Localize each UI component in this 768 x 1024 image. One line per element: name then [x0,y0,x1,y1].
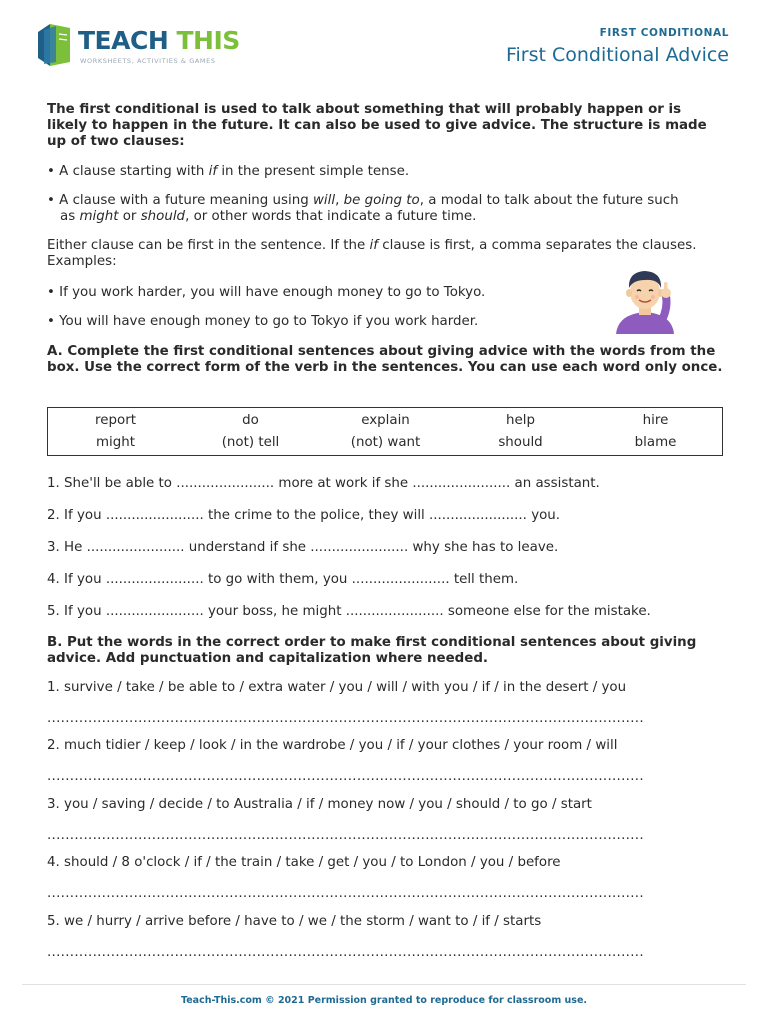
either-text-a: Either clause can be first in the sentence. If the [47,238,370,253]
footer-divider [22,984,746,985]
bullet-2-text-d: , or other words that indicate a future time. [185,209,477,224]
logo-word-this: THIS [176,26,240,55]
word-box-item: (not) tell [221,435,280,450]
page-header [0,0,768,90]
section-b-instruction: B. Put the words in the correct order to make first conditional sentences about giving advice. Add punctuation and capitalization where needed. [47,635,697,666]
bullet-2-should: should [140,209,186,224]
exercise-b-prompt: 5. we / hurry / arrive before / have to / we / the storm / want to / if / starts [47,914,542,929]
answer-line[interactable]: ................................................................................................................................... [47,945,644,960]
exercise-a-item[interactable]: 3. He ....................... understand if she ....................... why she has to leave. [47,540,559,555]
word-box-item: hire [642,413,669,428]
answer-line[interactable]: ................................................................................................................................... [47,711,644,726]
intro-bullet-2 [47,193,723,225]
worksheet-title: First Conditional Advice [505,44,729,66]
bullet-2-comma: , [335,193,344,208]
bullet-2-going: be going to [343,193,420,208]
word-box-item: might [95,435,135,450]
bullet-1-if: if [208,164,218,179]
bullet-1-text-a: • A clause starting with [47,164,209,179]
either-if: if [369,238,378,253]
footer-copyright: Teach-This.com © 2021 Permission granted to reproduce for classroom use. [181,995,587,1006]
bullet-2-will: will [312,193,336,208]
either-text-b: clause is first, a comma separates the clauses. [377,238,697,253]
intro-bullet-1 [47,164,723,180]
answer-line[interactable]: ................................................................................................................................... [47,828,644,843]
logo-tagline: WORKSHEETS, ACTIVITIES & GAMES [80,57,216,65]
word-box-item: blame [634,435,677,450]
logo-wordmark [78,26,240,56]
bullet-1-text-b: in the present simple tense. [217,164,410,179]
exercise-b-prompt: 1. survive / take / be able to / extra water / you / will / with you / if / in the desert / you [47,680,627,695]
book-logo-icon [36,22,76,68]
logo-word-teach: TEACH [78,26,169,55]
word-box-item: explain [361,413,410,428]
teach-this-logo[interactable] [36,22,240,74]
thinking-boy-illustration [610,262,680,334]
bullet-2-might: might [79,209,119,224]
word-box [47,407,723,456]
word-box-item: report [95,413,136,428]
section-a-instruction: A. Complete the first conditional sentences about giving advice with the words from the box. Use the correct form of the verb in the sentences. You can use each word only once. [47,344,723,375]
word-box-item: (not) want [350,435,421,450]
word-box-item: help [506,413,535,428]
bullet-2-or: or [118,209,141,224]
example-2: • You will have enough money to go to Tokyo if you work harder. [47,314,479,329]
answer-line[interactable]: ................................................................................................................................... [47,769,644,784]
bullet-2-text-a: • A clause with a future meaning using [47,193,313,208]
exercise-b-prompt: 2. much tidier / keep / look / in the wardrobe / you / if / your clothes / your room / will [47,738,618,753]
exercise-a-item[interactable]: 2. If you ....................... the crime to the police, they will ....................... you. [47,508,561,523]
exercise-a-item[interactable]: 4. If you ....................... to go with them, you ....................... tell them. [47,572,519,587]
bullet-2-text-b: , a modal to talk about the future such [419,193,679,208]
worksheet-topic: FIRST CONDITIONAL [599,27,729,39]
example-1: • If you work harder, you will have enough money to go to Tokyo. [47,285,486,300]
answer-line[interactable]: ................................................................................................................................... [47,886,644,901]
exercise-a-item[interactable]: 1. She'll be able to ....................... more at work if she ....................... an assistant. [47,476,600,491]
word-box-item: should [498,435,543,450]
bullet-2-text-c: as [60,209,80,224]
exercise-b-prompt: 3. you / saving / decide / to Australia / if / money now / you / should / to go / start [47,797,592,812]
exercise-a-item[interactable]: 5. If you ....................... your boss, he might ....................... someone else for the mistake. [47,604,651,619]
exercise-b-prompt: 4. should / 8 o'clock / if / the train / take / get / you / to London / you / before [47,855,561,870]
word-box-item: do [242,413,259,428]
either-examples-label: Examples: [47,254,117,269]
intro-lead: The first conditional is used to talk about something that will probably happen or is likely to happen in the future. It can also be used to give advice. The structure is made up of two clauses: [47,102,707,149]
